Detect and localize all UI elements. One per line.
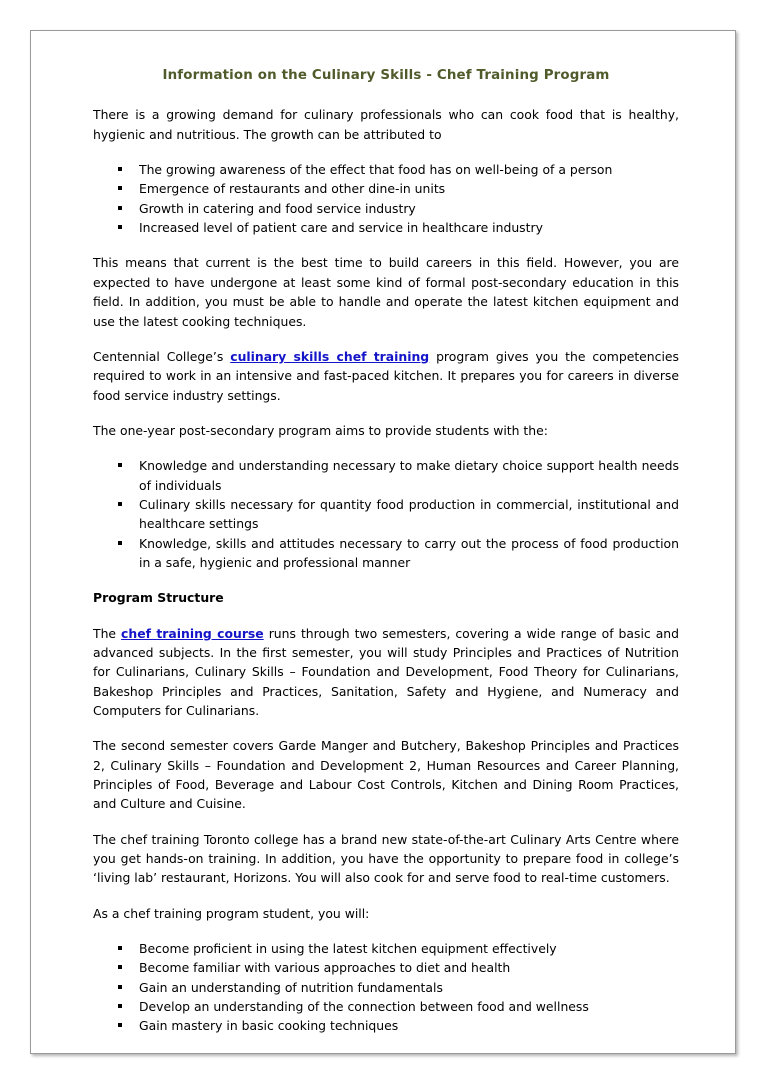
page-title: Information on the Culinary Skills - Chef Training Program	[162, 68, 610, 83]
list-item	[93, 939, 679, 958]
square-bullet-icon	[118, 225, 122, 229]
list-item	[93, 978, 679, 997]
square-bullet-icon	[118, 985, 122, 989]
list-item	[93, 958, 679, 977]
list-item	[93, 456, 679, 495]
square-bullet-icon	[118, 946, 122, 950]
list-item-label: Growth in catering and food service industry	[139, 200, 416, 216]
list-item	[93, 160, 679, 179]
paragraph-text-after-link: runs through two semesters, covering a wide range of basic and advanced subjects. In the first semester, you will study Principles and Practices of Nutrition for Culinarians, Culinary Skills – Foundation and Development, Food Theory for Culinarians, Bakeshop Principles and Practices, Sanitation, Safety and Hygiene, and Numeracy and Computers for Culinarians.	[93, 625, 680, 719]
list-item-label: Develop an understanding of the connection between food and wellness	[139, 999, 589, 1015]
link-culinary-skills-chef-training[interactable]: culinary skills chef training	[230, 348, 430, 364]
list-item	[93, 534, 679, 573]
list-item	[93, 997, 679, 1016]
list-item-label: Knowledge and understanding necessary to make dietary choice support health needs of individuals	[139, 458, 679, 493]
paragraph-intro: There is a growing demand for culinary professionals who can cook food that is healthy, hygienic and nutritious. The growth can be attributed to	[93, 107, 679, 142]
list-growth-factors	[93, 160, 679, 237]
list-item-label: Become familiar with various approaches to diet and health	[139, 960, 511, 976]
square-bullet-icon	[118, 463, 122, 467]
paragraph-student-will-lead: As a chef training program student, you will:	[93, 905, 370, 921]
paragraph-toronto-college: The chef training Toronto college has a brand new state-of-the-art Culinary Arts Centre where you get hands-on training. In addition, you have the opportunity to prepare food in college’s ‘living lab’ restaurant, Horizons. You will also cook for and serve food to real-time customers.	[93, 831, 679, 886]
square-bullet-icon	[118, 167, 122, 171]
list-item-label: The growing awareness of the effect that food has on well-being of a person	[139, 162, 613, 178]
paragraph-centennial-college	[93, 347, 679, 405]
paragraph-career-timing: This means that current is the best time to build careers in this field. However, you are expected to have undergone at least some kind of formal post-secondary education in this field. In addition, you must be able to handle and operate the latest kitchen equipment and use the latest cooking techniques.	[93, 255, 679, 329]
list-item-label: Become proficient in using the latest kitchen equipment effectively	[139, 941, 557, 957]
link-chef-training-course[interactable]: chef training course	[121, 625, 264, 641]
list-item	[93, 1016, 679, 1035]
square-bullet-icon	[118, 186, 122, 190]
list-item-label: Increased level of patient care and service in healthcare industry	[139, 220, 543, 236]
square-bullet-icon	[118, 1004, 122, 1008]
square-bullet-icon	[118, 541, 122, 545]
list-student-outcomes	[93, 939, 679, 1036]
list-item-label: Knowledge, skills and attitudes necessary to carry out the process of food production in a safe, hygienic and professional manner	[139, 535, 679, 570]
square-bullet-icon	[118, 502, 122, 506]
list-item	[93, 495, 679, 534]
paragraph-second-semester: The second semester covers Garde Manger and Butchery, Bakeshop Principles and Practices 2, Culinary Skills – Foundation and Development 2, Human Resources and Career Planning, Principles of Food, Beverage and Labour Cost Controls, Kitchen and Dining Room Practices, and Culture and Cuisine.	[93, 738, 679, 812]
list-item-label: Emergence of restaurants and other dine-in units	[139, 181, 446, 197]
square-bullet-icon	[118, 206, 122, 210]
document-page	[30, 30, 736, 1054]
list-item	[93, 218, 679, 237]
list-item	[93, 179, 679, 198]
list-item-label: Culinary skills necessary for quantity food production in commercial, institutional and healthcare settings	[139, 496, 679, 532]
paragraph-text-before-link: The	[93, 625, 122, 641]
list-item-label: Gain mastery in basic cooking techniques	[139, 1018, 399, 1034]
paragraph-text-before-link: Centennial College’s	[93, 348, 231, 364]
list-program-aims	[93, 456, 679, 572]
section-heading-program-structure: Program Structure	[93, 590, 224, 606]
paragraph-text-after-link: program gives you the competencies required to work in an intensive and fast-paced kitchen. It prepares you for careers in diverse food service industry settings.	[93, 348, 679, 403]
document-body	[93, 67, 679, 1052]
paragraph-program-structure	[93, 624, 679, 721]
paragraph-one-year-lead: The one-year post-secondary program aims to provide students with the:	[93, 422, 548, 438]
square-bullet-icon	[118, 965, 122, 969]
list-item	[93, 199, 679, 218]
list-item-label: Gain an understanding of nutrition fundamentals	[139, 979, 443, 995]
square-bullet-icon	[118, 1023, 122, 1027]
